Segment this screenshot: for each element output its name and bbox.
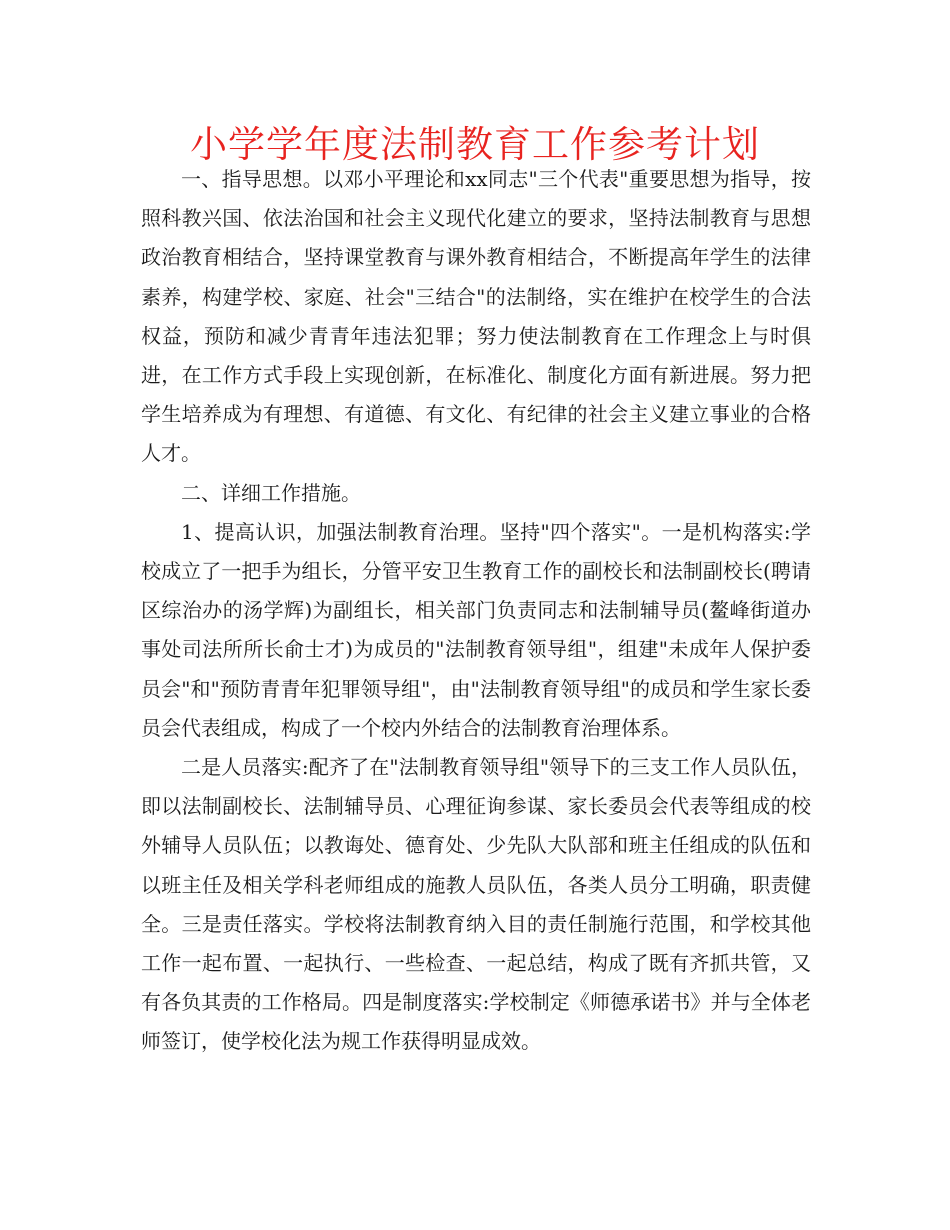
paragraph-guiding-ideology: 一、指导思想。以邓小平理论和xx同志"三个代表"重要思想为指导，按照科教兴国、依法治国和社会主义现代化建立的要求，坚持法制教育与思想政治教育相结合，坚持课堂教育与课外教育相结合，不断提高年学生的法律素养，构建学校、家庭、社会"三结合"的法制络，实在维护在校学生的合法权益，预防和减少青青年违法犯罪；努力使法制教育在工作理念上与时俱进，在工作方式手段上实现创新，在标准化、制度化方面有新进展。努力把学生培养成为有理想、有道德、有文化、有纪律的社会主义建立事业的合格人才。 <box>141 167 811 466</box>
paragraph-institution-implementation: 1、提高认识，加强法制教育治理。坚持"四个落实"。一是机构落实:学校成立了一把手为组长，分管平安卫生教育工作的副校长和法制副校长(聘请区综治办的汤学辉)为副组长，相关部门负责同志和法制辅导员(鳌峰街道办事处司法所所长俞士才)为成员的"法制教育领导组"，组建"未成年人保护委员会"和"预防青青年犯罪领导组"，由"法制教育领导组"的成员和学生家长委员会代表组成，构成了一个校内外结合的法制教育治理体系。 <box>141 519 811 740</box>
document-body <box>141 160 811 1062</box>
paragraph-personnel-implementation: 二是人员落实:配齐了在"法制教育领导组"领导下的三支工作人员队伍，即以法制副校长、法制辅导员、心理征询参谋、家长委员会代表等组成的校外辅导人员队伍；以教诲处、德育处、少先队大队部和班主任组成的队伍和以班主任及相关学科老师组成的施教人员队伍，各类人员分工明确，职责健全。三是责任落实。学校将法制教育纳入目的责任制施行范围，和学校其他工作一起布置、一起执行、一些检查、一起总结，构成了既有齐抓共管，又有各负其责的工作格局。四是制度落实:学校制定《师德承诺书》并与全体老师签订，使学校化法为规工作获得明显成效。 <box>141 755 811 1054</box>
document-title: 小学学年度法制教育工作参考计划 <box>190 123 760 166</box>
paragraph-measures-heading: 二、详细工作措施。 <box>181 480 361 505</box>
